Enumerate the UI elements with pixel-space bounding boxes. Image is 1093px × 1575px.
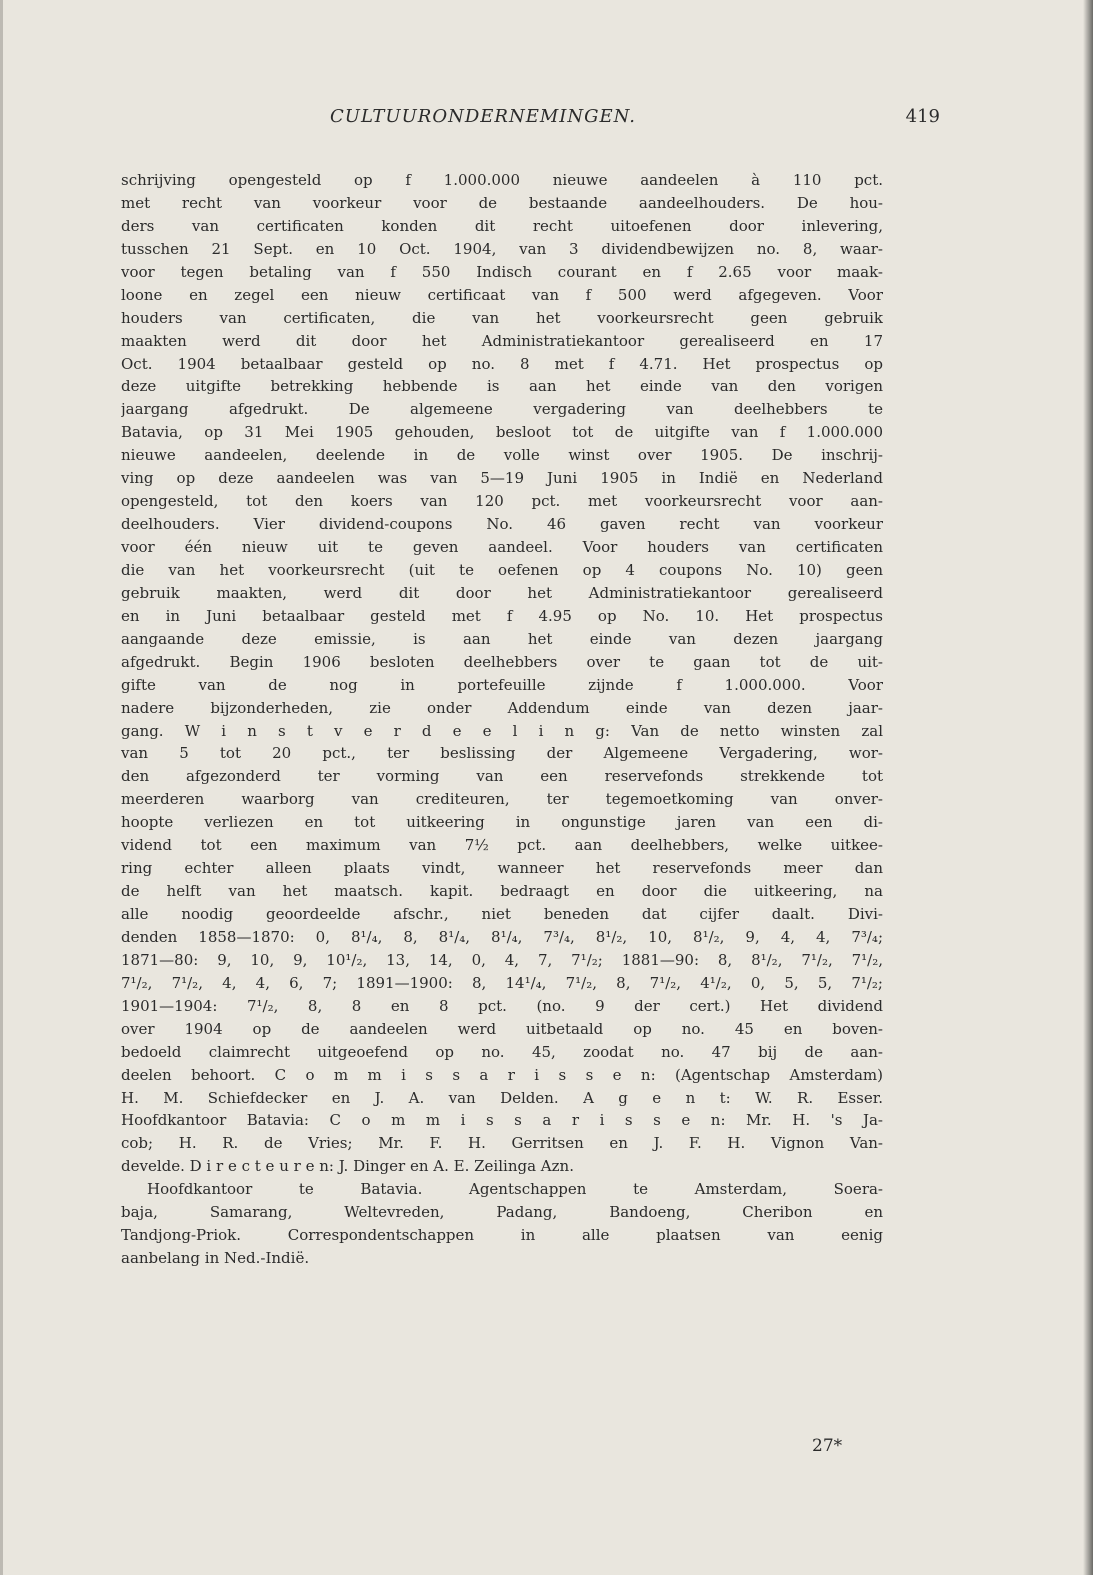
text-line: deze uitgifte betrekking hebbende is aan het einde van den vorigen: [121, 377, 883, 396]
text-line: Oct. 1904 betaalbaar gesteld op no. 8 met f 4.71. Het prospectus op: [121, 354, 883, 373]
text-line: Batavia, op 31 Mei 1905 gehouden, besloot tot de uitgifte van f 1.000.000: [121, 423, 883, 442]
text-line: voor één nieuw uit te geven aandeel. Voor houders van certificaten: [121, 538, 883, 556]
text-line: alle noodig geoordeelde afschr., niet beneden dat cijfer daalt. Divi-: [121, 905, 883, 923]
text-line: gifte van de nog in portefeuille zijnde f 1.000.000. Voor: [121, 675, 883, 694]
printer-signature: 27*: [812, 1436, 843, 1456]
text-line: vidend tot een maximum van 7½ pct. aan deelhebbers, welke uitkee-: [121, 836, 883, 855]
text-line: maakten werd dit door het Administratiekantoor gerealiseerd en 17: [121, 331, 883, 350]
text-line: hoopte verliezen en tot uitkeering in ongunstige jaren van een di-: [121, 813, 883, 832]
text-line: nieuwe aandeelen, deelende in de volle winst over 1905. De inschrij-: [121, 446, 883, 465]
running-title: CULTUURONDERNEMINGEN.: [330, 106, 636, 127]
text-line: ders van certificaten konden dit recht uitoefenen door inlevering,: [121, 216, 883, 235]
text-line: voor tegen betaling van f 550 Indisch courant en f 2.65 voor maak-: [121, 262, 883, 281]
text-line: opengesteld, tot den koers van 120 pct. met voorkeursrecht voor aan-: [121, 492, 883, 511]
text-line: den afgezonderd ter vorming van een reservefonds strekkende tot: [121, 767, 883, 786]
text-line: met recht van voorkeur voor de bestaande aandeelhouders. De hou-: [121, 193, 883, 212]
text-line: houders van certificaten, die van het voorkeursrecht geen gebruik: [121, 308, 883, 327]
text-line: van 5 tot 20 pct., ter beslissing der Algemeene Vergadering, wor-: [121, 744, 883, 763]
text-line: nadere bijzonderheden, zie onder Addendum einde van dezen jaar-: [121, 698, 883, 717]
text-line: de helft van het maatsch. kapit. bedraagt en door die uitkeering, na: [121, 882, 883, 901]
text-line: gebruik maakten, werd dit door het Administratiekantoor gerealiseerd: [121, 583, 883, 602]
running-header: [120, 106, 940, 132]
page-left-edge: [0, 0, 3, 1575]
text-line: 7¹/₂, 7¹/₂, 4, 4, 6, 7; 1891—1900: 8, 14¹/₄, 7¹/₂, 8, 7¹/₂, 4¹/₂, 0, 5, 5, 7¹/₂;: [121, 973, 883, 992]
text-line: meerderen waarborg van crediteuren, ter tegemoetkoming van onver-: [121, 790, 883, 809]
text-line: schrijving opengesteld op f 1.000.000 nieuwe aandeelen à 110 pct.: [121, 171, 883, 189]
text-line: deelhouders. Vier dividend-coupons No. 46 gaven recht van voorkeur: [121, 515, 883, 534]
text-line: Tandjong-Priok. Correspondentschappen in alle plaatsen van eenig: [121, 1226, 883, 1245]
text-line: Hoofdkantoor te Batavia. Agentschappen te Amsterdam, Soera-: [147, 1180, 883, 1199]
body-text: [121, 169, 883, 1270]
text-line: afgedrukt. Begin 1906 besloten deelhebbers over te gaan tot de uit-: [121, 652, 883, 671]
text-line: baja, Samarang, Weltevreden, Padang, Bandoeng, Cheribon en: [121, 1203, 883, 1222]
text-line: 1901—1904: 7¹/₂, 8, 8 en 8 pct. (no. 9 der cert.) Het dividend: [121, 996, 883, 1015]
text-line: over 1904 op de aandeelen werd uitbetaald op no. 45 en boven-: [121, 1019, 883, 1038]
text-line: bedoeld claimrecht uitgeoefend op no. 45, zoodat no. 47 bij de aan-: [121, 1042, 883, 1061]
text-line: jaargang afgedrukt. De algemeene vergadering van deelhebbers te: [121, 400, 883, 419]
text-line: tusschen 21 Sept. en 10 Oct. 1904, van 3 dividendbewijzen no. 8, waar-: [121, 239, 883, 258]
text-line: cob; H. R. de Vries; Mr. F. H. Gerritsen en J. F. H. Vignon Van-: [121, 1134, 883, 1153]
text-line: loone en zegel een nieuw certificaat van f 500 werd afgegeven. Voor: [121, 285, 883, 304]
text-line: develde. D i r e c t e u r e n: J. Dinger en A. E. Zeilinga Azn.: [121, 1157, 574, 1176]
text-line: 1871—80: 9, 10, 9, 10¹/₂, 13, 14, 0, 4, 7, 7¹/₂; 1881—90: 8, 8¹/₂, 7¹/₂, 7¹/₂,: [121, 950, 883, 969]
text-line: denden 1858—1870: 0, 8¹/₄, 8, 8¹/₄, 8¹/₄, 7³/₄, 8¹/₂, 10, 8¹/₂, 9, 4, 4, 7³/₄;: [121, 927, 883, 946]
page-number: 419: [905, 106, 940, 127]
text-line: die van het voorkeursrecht (uit te oefenen op 4 coupons No. 10) geen: [121, 560, 883, 579]
page-binding-shadow: [1083, 0, 1093, 1575]
text-line: ving op deze aandeelen was van 5—19 Juni 1905 in Indië en Nederland: [121, 469, 883, 488]
text-line: deelen behoort. C o m m i s s a r i s s e n: (Agentschap Amsterdam): [121, 1065, 883, 1084]
text-line: en in Juni betaalbaar gesteld met f 4.95 op No. 10. Het prospectus: [121, 606, 883, 625]
text-line: H. M. Schiefdecker en J. A. van Delden. A g e n t: W. R. Esser.: [121, 1088, 883, 1107]
text-line: gang. W i n s t v e r d e e l i n g: Van de netto winsten zal: [121, 721, 883, 740]
text-line: aangaande deze emissie, is aan het einde van dezen jaargang: [121, 629, 883, 648]
text-line: aanbelang in Ned.-Indië.: [121, 1249, 310, 1268]
text-line: ring echter alleen plaats vindt, wanneer het reservefonds meer dan: [121, 859, 883, 878]
text-line: Hoofdkantoor Batavia: C o m m i s s a r i s s e n: Mr. H. 's Ja-: [121, 1111, 883, 1130]
